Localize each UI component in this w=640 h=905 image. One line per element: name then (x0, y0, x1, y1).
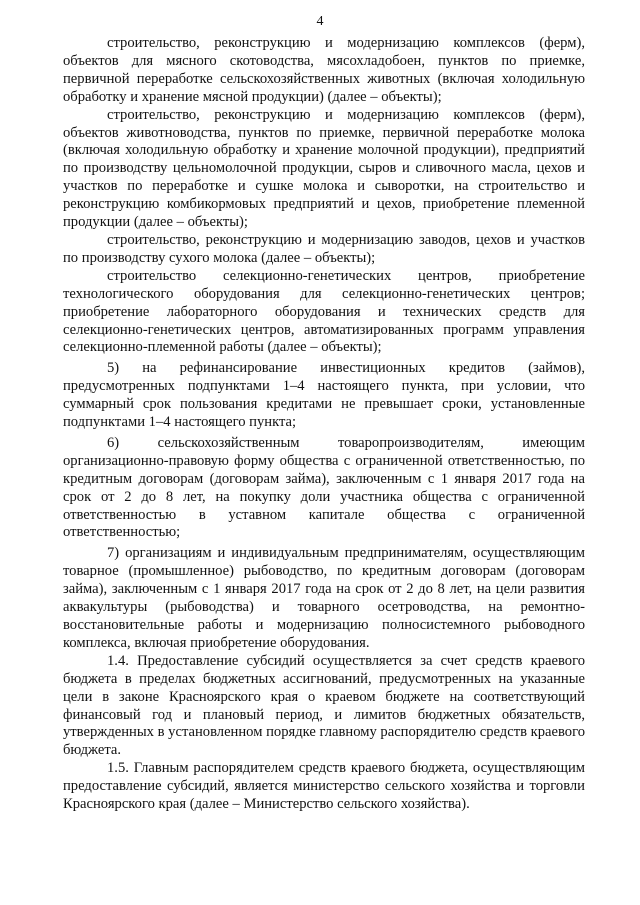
page-number: 4 (316, 14, 324, 29)
paragraph-section-1-4: 1.4. Предоставление субсидий осуществляется за счет средств краевого бюджета в пределах бюджетных ассигнований, предусмотренных на указанные цели в законе Красноярского края о краевом бюджете на соответствующий финансовый год и плановый период, и лимитов бюджетных обязательств, утвержденных в установленном порядке главному распорядителю средств краевого бюджета. (63, 652, 585, 759)
paragraph-item-7: 7) организациям и индивидуальным предпринимателям, осуществляющим товарное (промышленное) рыбоводство, по кредитным договорам (договорам займа), заключенным с 1 января 2017 года на срок от 2 до 8 лет, на цели развития аквакультуры (рыбоводства) и товарного осетроводства, на ремонтно-восстановительные работы и модернизацию полносистемного рыбоводного комплекса, включая приобретение оборудования. (63, 545, 585, 651)
paragraph-section-1-5: 1.5. Главным распорядителем средств краевого бюджета, осуществляющим предоставление субсидий, является министерство сельского хозяйства и торговли Красноярского края (далее – Министерство сельского хозяйства). (63, 760, 585, 813)
paragraph-genetic-centers: строительство селекционно-генетических центров, приобретение технологического оборудования для селекционно-генетических центров; приобретение лабораторного оборудования и технических средств для селекционно-генетических центров, автоматизированных программ управления селекционно-племенной работы (далее – объекты); (63, 267, 585, 356)
paragraph-item-6: 6) сельскохозяйственным товаропроизводителям, имеющим организационно-правовую форму общества с ограниченной ответственностью, по кредитным договорам (договорам займа), заключенным с 1 января 2017 года на срок от 2 до 8 лет, на покупку доли участника общества с ограниченной ответственностью в уставном капитале общества с ограниченной ответственностью; (63, 434, 585, 541)
paragraph-dairy-facilities: строительство, реконструкцию и модернизацию комплексов (ферм), объектов животноводства, пунктов по приемке, первичной переработке молока (включая холодильную обработку и хранение молочной продукции), предприятий по производству цельномолочной продукции, сыров и сливочного масла, цехов и участков по переработке и сушке молока и сыворотки, на строительство и реконструкцию комбикормовых предприятий и цехов, приобретение племенной продукции (далее – объекты); (63, 106, 585, 231)
document-body (63, 35, 585, 814)
paragraph-item-5: 5) на рефинансирование инвестиционных кредитов (займов), предусмотренных подпунктами 1–4 настоящего пункта, при условии, что суммарный срок пользования кредитами не превышает сроки, установленные подпунктами 1–4 настоящего пункта; (63, 360, 585, 431)
paragraph-meat-facilities: строительство, реконструкцию и модернизацию комплексов (ферм), объектов для мясного скотоводства, мясохладобоен, пунктов по приемке, первичной переработке сельскохозяйственных животных (включая холодильную обработку и хранение мясной продукции) (далее – объекты); (63, 35, 585, 105)
paragraph-dry-milk-plants: строительство, реконструкцию и модернизацию заводов, цехов и участков по производству сухого молока (далее – объекты); (63, 231, 585, 266)
